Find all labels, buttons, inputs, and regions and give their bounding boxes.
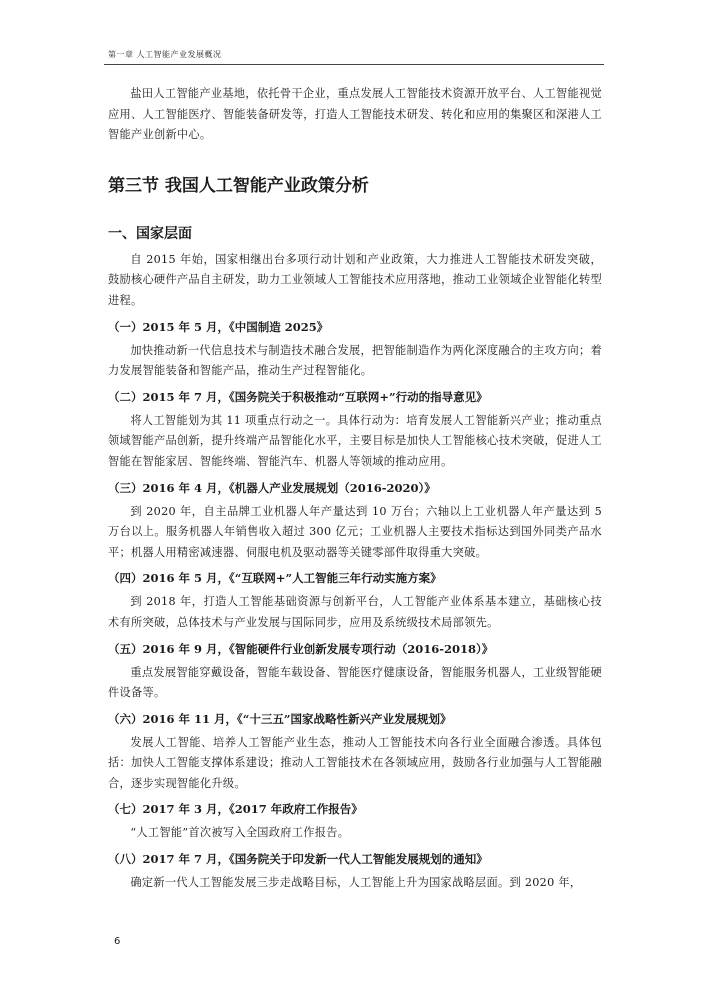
policy-heading-6: （六）2016 年 11 月，《“十三五”国家战略性新兴产业发展规划》 xyxy=(108,711,452,726)
policy-text-6: 发展人工智能、培养人工智能产业生态，推动人工智能技术向各行业全面融合渗透。具体包括：加快人工智能支撑体系建设；推动人工智能技术在各领域应用，鼓励各行业加强与人工智能融合，逐步实现智能化升级。 xyxy=(108,735,602,790)
policy-text-4: 到 2018 年，打造人工智能基础资源与创新平台，人工智能产业体系基本建立，基础核心技术有所突破，总体技术与产业发展与国际同步，应用及系统级技术局部领先。 xyxy=(108,595,602,629)
policy-text-3: 到 2020 年，自主品牌工业机器人年产量达到 10 万台；六轴以上工业机器人年产量达到 5 万台以上。服务机器人年销售收入超过 300 亿元；工业机器人主要技术指标达到国外同类产品水平；机器人用精密减速器、伺服电机及驱动器等关键零部件取得重大突破。 xyxy=(108,504,602,559)
policy-text-1: 加快推动新一代信息技术与制造技术融合发展，把智能制造作为两化深度融合的主攻方向；着力发展智能装备和智能产品，推动生产过程智能化。 xyxy=(108,343,602,378)
subsection-title: 一、国家层面 xyxy=(108,225,192,242)
subsection-intro: 自 2015 年始，国家相继出台多项行动计划和产业政策，大力推进人工智能技术研发突破，鼓励核心硬件产品自主研发，助力工业领域人工智能技术应用落地，推动工业领域企业智能化转型进程。 xyxy=(108,252,602,307)
policy-heading-1: （一）2015 年 5 月，《中国制造 2025》 xyxy=(108,319,329,334)
page-content xyxy=(108,84,602,894)
policy-text-5: 重点发展智能穿戴设备，智能车载设备、智能医疗健康设备，智能服务机器人，工业级智能硬件设备等。 xyxy=(108,665,602,700)
running-header: 第一章 人工智能产业发展概况 xyxy=(108,50,222,59)
policy-heading-7: （七）2017 年 3 月，《2017 年政府工作报告》 xyxy=(108,802,363,817)
intro-paragraph: 盐田人工智能产业基地，依托骨干企业，重点发展人工智能技术资源开放平台、人工智能视觉应用、人工智能医疗、智能装备研发等，打造人工智能技术研发、转化和应用的集聚区和深港人工智能产业创新中心。 xyxy=(108,87,602,142)
policy-heading-3: （三）2016 年 4 月，《机器人产业发展规划（2016-2020）》 xyxy=(108,480,436,495)
policy-heading-2: （二）2015 年 7 月，《国务院关于积极推动“互联网+”行动的指导意见》 xyxy=(108,389,488,404)
page-number: 6 xyxy=(114,936,121,947)
policy-text-2: 将人工智能划为其 11 项重点行动之一。具体行动为：培育发展人工智能新兴产业；推动重点领域智能产品创新，提升终端产品智能化水平，主要目标是加快人工智能核心技术突破，促进人工智能在智能家居、智能终端、智能汽车、机器人等领域的推动应用。 xyxy=(108,413,602,468)
policy-heading-4: （四）2016 年 5 月，《“互联网+”人工智能三年行动实施方案》 xyxy=(108,571,442,586)
section-title: 第三节 我国人工智能产业政策分析 xyxy=(108,175,369,196)
header-rule xyxy=(104,64,604,65)
policy-text-8: 确定新一代人工智能发展三步走战略目标，人工智能上升为国家战略层面。到 2020 年， xyxy=(130,876,582,890)
policy-text-7: “人工智能”首次被写入全国政府工作报告。 xyxy=(130,826,350,840)
policy-heading-5: （五）2016 年 9 月，《智能硬件行业创新发展专项行动（2016-2018）》 xyxy=(108,641,494,656)
policy-heading-8: （八）2017 年 7 月，《国务院关于印发新一代人工智能发展规划的通知》 xyxy=(108,852,488,867)
